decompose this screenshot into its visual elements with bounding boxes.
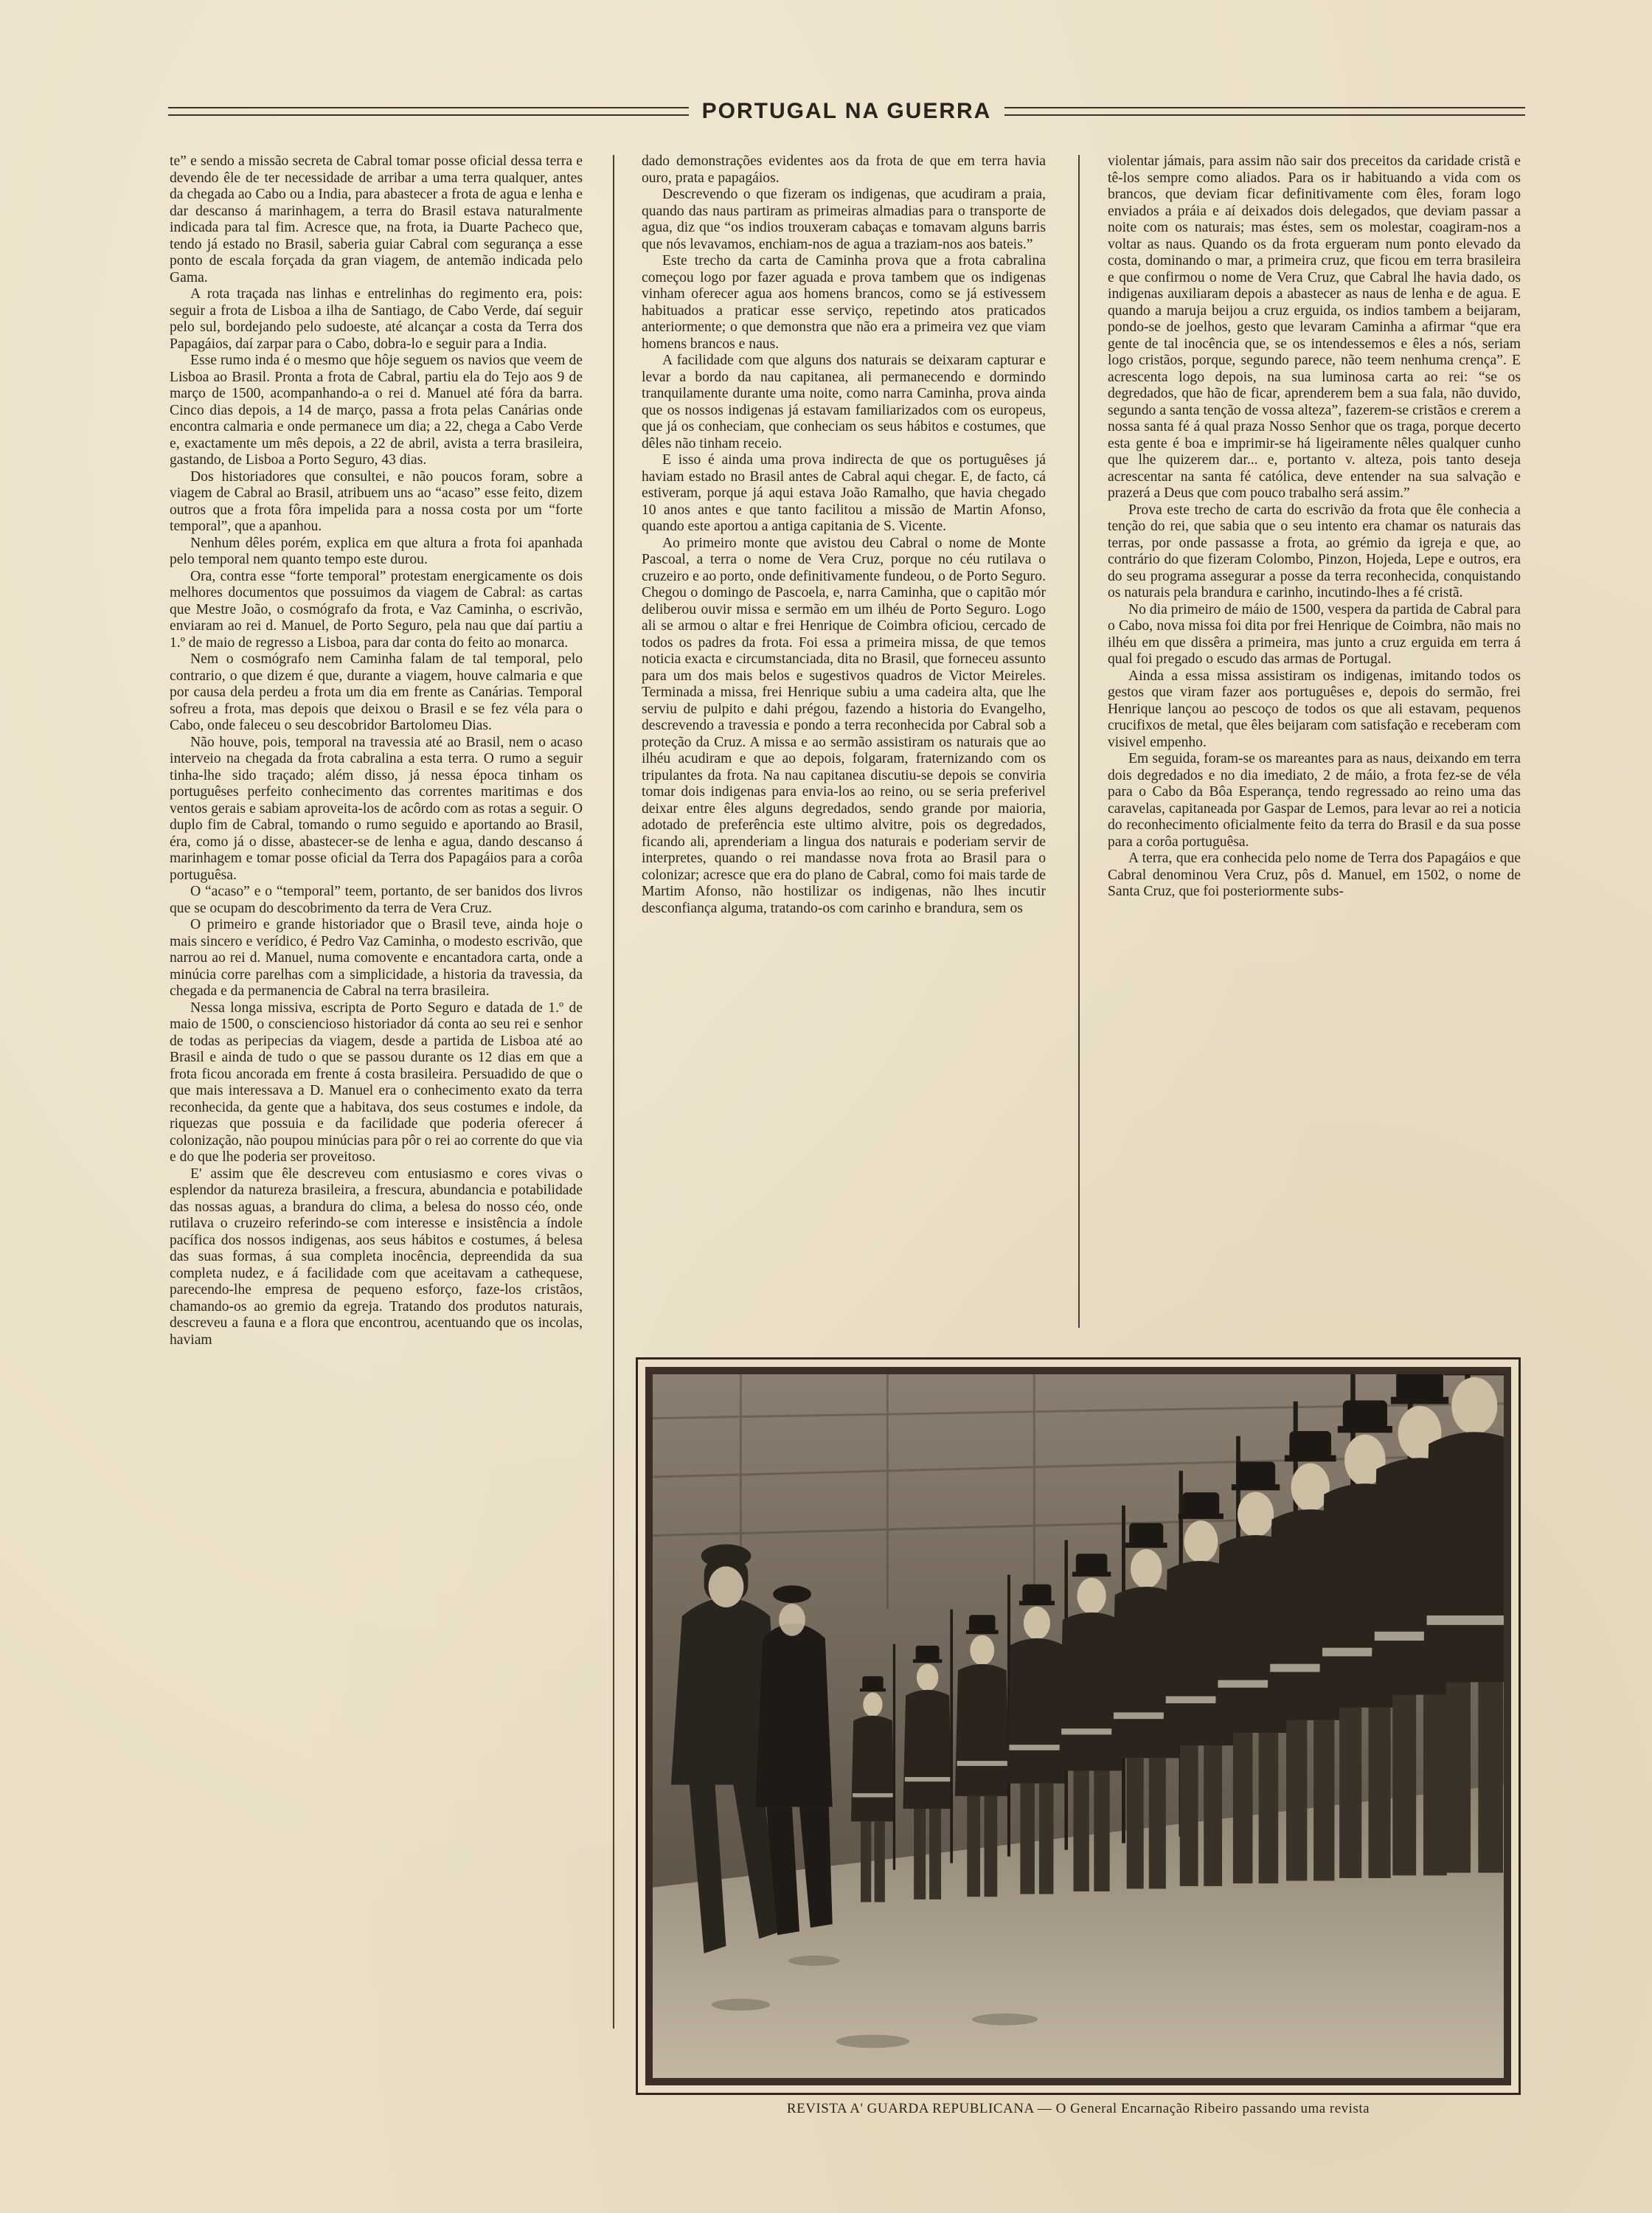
- paragraph: A facilidade com que alguns dos naturais se deixaram capturar e levar a bordo da nau capitanea, ali permanecendo e dormindo tranquilamente durante uma noite, como narra Caminha, prova ainda que os nossos indigenas já estavam familiarizados com os europeus, que já os conheciam, que conheciam os seus hábitos e costumes, que dêles não tinham receio.: [642, 353, 1046, 451]
- paragraph: Ora, contra esse “forte temporal” protestam energicamente os dois melhores documentos que possuimos da viagem de Cabral: as cartas que Mestre João, o cosmógrafo da frota, e Vaz Caminha, o escrivão, enviaram ao rei d. Manuel, de Porto Seguro, pela nau que daí partiu a 1.º de maio de regresso a Lisboa, para dar conta do feito ao monarca.: [170, 568, 583, 651]
- paragraph: Nenhum dêles porém, explica em que altura a frota foi apanhada pelo temporal nem quanto tempo este durou.: [170, 535, 583, 567]
- photograph-frame: [636, 1357, 1521, 2095]
- paragraph: Descrevendo o que fizeram os indigenas, que acudiram a praia, quando das naus partiram as primeiras almadias para o transporte de agua, diz que “os indios trouxeram cabaças e tomavam alguns barris que nós levavamos, enchiam-nos de agua a traziam-nos aos bateis.”: [642, 187, 1046, 252]
- paragraph: Ainda a essa missa assistiram os indigenas, imitando todos os gestos que viram fazer aos portuguêses e, depois do sermão, frei Henrique lançou ao pescoço de todos os que ali estavam, pequenos crucifixos de metal, que êles beijaram com satisfação e receberam com visivel empenho.: [1108, 668, 1521, 750]
- article-column-2: [642, 153, 1046, 1334]
- paragraph: Nem o cosmógrafo nem Caminha falam de tal temporal, pelo contrario, o que dizem é que, durante a viagem, houve calmaria e que por causa dela perdeu a frota um dia em frente as Canárias. Temporal sofreu a frota, mas depois que deixou o Brasil e se fez véla para o Cabo, onde faleceu o seu descobridor Bartolomeu Dias.: [170, 651, 583, 733]
- paragraph: A terra, que era conhecida pelo nome de Terra dos Papagáios e que Cabral denominou Vera Cruz, pôs d. Manuel, em 1502, o nome de Santa Cruz, que foi posteriormente subs-: [1108, 851, 1521, 899]
- photograph-guard-review: [645, 1367, 1511, 2085]
- column-divider: [613, 155, 614, 2029]
- article-column-1: [170, 153, 583, 2027]
- paragraph: dado demonstrações evidentes aos da frota de que em terra havia ouro, prata e papagáios.: [642, 153, 1046, 186]
- paragraph: Dos historiadores que consultei, e não poucos foram, sobre a viagem de Cabral ao Brasil, atribuem uns ao “acaso” esse feito, dizem outros que a frota fôra impelida para a nossa costa por um “forte temporal”, que a apanhou.: [170, 468, 583, 534]
- paragraph: Este trecho da carta de Caminha prova que a frota cabralina começou logo por fazer aguada e prova tambem que os indigenas vinham oferecer agua aos homens brancos, como se já estivessem habituados a praticar esse serviço, repetindo atos praticados anteriormente; o que demonstra que não era a primeira vez que viam homens brancos e naus.: [642, 253, 1046, 352]
- paragraph: Nessa longa missiva, escripta de Porto Seguro e datada de 1.º de maio de 1500, o consciencioso historiador dá conta ao seu rei e senhor de todas as peripecias da viagem, desde a partida de Lisboa até ao Brasil e ainda de tudo o que se passou durante os 12 dias em que a frota ficou ancorada em frente á costa brasileira. Persuadido de que o que mais interessava a D. Manuel era o conhecimento exato da terra reconhecida, da gente que a habitava, dos seus costumes e indole, da riquezas que possuia e da facilidade que poderia oferecer á colonização, não poupou minúcias para pôr o rei ao corrente do que via e do que lhe poderia ser proveitoso.: [170, 1000, 583, 1165]
- header-rule-right: [1004, 107, 1525, 116]
- masthead-title: PORTUGAL NA GUERRA: [701, 99, 992, 123]
- paragraph: E isso é ainda uma prova indirecta de que os portuguêses já haviam estado no Brasil antes de Cabral aqui chegar. E, de facto, cá estiveram, porque já aqui estava João Ramalho, que havia chegado 10 anos antes e que tanto facilitou a missão de Martin Afonso, quando este aportou a antiga capitania de S. Vicente.: [642, 452, 1046, 534]
- paragraph: Em seguida, foram-se os mareantes para as naus, deixando em terra dois degredados e no dia imediato, 2 de máio, a frota fez-se de véla para o Cabo da Bôa Esperança, tendo regressado ao reino uma das caravelas, capitaneada por Gaspar de Lemos, para levar ao rei a noticia do reconhecimento oficialmente feito da terra do Brasil e da sua posse para a corôa portuguêsa.: [1108, 751, 1521, 850]
- paragraph: E' assim que êle descreveu com entusiasmo e cores vivas o esplendor da natureza brasileira, a frescura, abundancia e potabilidade das nossas aguas, a brandura do clima, a belesa do nosso céo, onde rutilava o cruzeiro referindo-se com interesse e insistência a índole pacífica dos nossos indigenas, aos seus hábitos e costumes, á belesa das suas formas, á sua completa inocência, depreendida da sua completa nudez, e á facilidade com que aceitavam a cathequese, parecendo-lhe empresa de pequeno esforço, faze-los cristãos, chamando-os ao gremio da egreja. Tratando dos produtos naturais, descreveu a fauna e a flora que encontrou, acentuando que os incolas, haviam: [170, 1166, 583, 1348]
- photo-caption: REVISTA A' GUARDA REPUBLICANA — O General Encarnação Ribeiro passando uma revista: [786, 2101, 1370, 2116]
- paragraph: violentar jámais, para assim não sair dos preceitos da caridade cristã e tê-los sempre como aliados. Para os ir habituando a vida com os brancos, que deviam ficar definitivamente com êles, foram logo enviados a práia e aí deixados dois delegados, que deviam passar a noite com os naturais; mas éstes, sem os molestar, coagiram-nos a voltar as naus. Quando os da frota ergueram num ponto elevado da costa, dominando o mar, a primeira cruz, que ficou em terra brasileira e que confirmou o nome de Vera Cruz, que Cabral lhe havia dado, os indigenas auxiliaram depois a abastecer as naus de lenha e de agua. E quando a maruja beijou a cruz erguida, os indios tambem a beijaram, pondo-se de joelhos, gesto que levaram Caminha a afirmar “que era gente de tal inocência que, se os intendessemos e êles a nós, seriam logo cristãos, porque, segundo parece, não teem nenhuma crença”. E acrescenta logo depois, na sua luminosa carta ao rei: “se os degredados, que hão de ficar, aprenderem bem a sua fala, não duvido, segundo a santa tenção de vossa alteza”, fazerem-se cristãos e crerem a nossa santa fé á qual praza Nosso Senhor que os traga, porque decerto esta gente é boa e imprimir-se há ligeiramente nêles qualquer cunho que lhe quizerem dar... e, portanto v. alteza, pois tanto deseja acrescentar na santa fé católica, deve entender na sua salvação e prazerá a Deus que com pouco trabalho será assim.”: [1108, 153, 1521, 501]
- paragraph: A rota traçada nas linhas e entrelinhas do regimento era, pois: seguir a frota de Lisboa a ilha de Santiago, de Cabo Verde, daí seguir pelo sul, bordejando pelo sudoeste, até alcançar a costa da Terra dos Papagáios, daí zarpar para o Cabo, dobra-lo e seguir para a India.: [170, 286, 583, 352]
- paragraph: Esse rumo inda é o mesmo que hôje seguem os navios que veem de Lisboa ao Brasil. Pronta a frota de Cabral, partiu ela do Tejo aos 9 de março de 1500, acompanhando-a o rei d. Manuel até fóra da barra. Cinco dias depois, a 14 de março, passa a frota pelas Canárias onde encontra calmaria e onde permanece um dia; a 22, chega a Cabo Verde e, exactamente um mês depois, a 22 de abril, avista a terra brasileira, gastando, de Lisboa a Porto Seguro, 43 dias.: [170, 353, 583, 468]
- paragraph: Não houve, pois, temporal na travessia até ao Brasil, nem o acaso interveio na chegada da frota cabralina a esta terra. O rumo a seguir tinha-lhe sido traçado; além disso, já nessa época tinham os portuguêses perfeito conhecimento das correntes maritimas e dos ventos gerais e sabiam aproveita-los de acôrdo com as rotas a seguir. O duplo fim de Cabral, tomando o rumo seguido e aportando ao Brasil, éra, como já o disse, abastecer-se de lenha e agua, dando descanso á marinhagem e tomar posse oficial da Terra dos Papagáios para a corôa portuguêsa.: [170, 734, 583, 883]
- paragraph: O “acaso” e o “temporal” teem, portanto, de ser banidos dos livros que se ocupam do descobrimento da terra de Vera Cruz.: [170, 884, 583, 916]
- article-column-3: [1108, 153, 1521, 1334]
- paragraph: No dia primeiro de máio de 1500, vespera da partida de Cabral para o Cabo, nova missa foi dita por frei Henrique de Coimbra, não mais no ilhéu em que dissêra a primeira, mas junto a cruz erguida em terra á qual foi pregado o escudo das armas de Portugal.: [1108, 601, 1521, 667]
- column-divider: [1078, 155, 1080, 1328]
- paragraph: te” e sendo a missão secreta de Cabral tomar posse oficial dessa terra e devendo êle de ter necessidade de arribar a uma terra qualquer, antes da chegada ao Cabo ou a India, para abastecer a frota de agua e lenha e dar descanso á marinhagem, a terra do Brasil estava naturalmente indicada para tal fim. Acresce que, na frota, ia Duarte Pacheco que, tendo já estado no Brasil, saberia guiar Cabral com segurança a esse ponto de escala forçada da gran viagem, de antemão indicada pelo Gama.: [170, 153, 583, 285]
- paragraph: Ao primeiro monte que avistou deu Cabral o nome de Monte Pascoal, a terra o nome de Vera Cruz, porque no céu rutilava o cruzeiro e ao porto, onde definitivamente fundeou, o de Porto Seguro. Chegou o domingo de Pascoela, e, narra Caminha, que o capitão mór deliberou ouvir missa e sermão em um ilhéu de Porto Seguro. Logo ali se armou o altar e frei Henrique de Coimbra oficiou, cercado de todos os padres da frota. Foi essa a primeira missa, de que temos noticia exacta e circumstanciada, dita no Brasil, que forneceu assunto para um dos mais belos e sugestivos quadros de Victor Meireles. Terminada a missa, frei Henrique subiu a uma cadeira alta, que lhe serviu de pulpito e dahi prégou, fazendo a historia do Evangelho, descrevendo a travessia e pondo a terra reconhecida por Cabral sob a proteção da Cruz. A missa e ao sermão assistiram os naturais que ao ilhéu acudiram e que ao depois, folgaram, fraternizando com os tripulantes da frota. Na nau capitanea discutiu-se depois se conviria tomar dois indigenas para envia-los ao reino, ou se seria preferivel deixar entre êles alguns degredados, sendo grande por maioria, adotado de preferência este ultimo alvitre, pois os degredados, ficando ali, aprenderiam a lingua dos naturais e poderiam servir de interpretes, quando o rei mandasse nova frota ao Brasil para o colonizar; acresce que era do plano de Cabral, como foi mais tarde de Martim Afonso, não hostilizar os indigenas, não lhes incutir desconfiança alguma, tratando-os com carinho e brandura, sem os: [642, 535, 1046, 916]
- paragraph: Prova este trecho de carta do escrivão da frota que êle conhecia a tenção do rei, que sabia que o seu intento era chamar os naturais das terras, por onde passasse a frota, ao grémio da igreja e que, ao contrário do que fizeram Colombo, Pinzon, Hojeda, Lepe e outros, era do seu programa assegurar a posse da terra reconhecida, conquistando os naturais pela brandura e carinho, incutindo-lhes a fé cristã.: [1108, 502, 1521, 600]
- paragraph: O primeiro e grande historiador que o Brasil teve, ainda hoje o mais sincero e verídico, é Pedro Vaz Caminha, o modesto escrivão, que narrou ao rei d. Manuel, numa comovente e encantadora carta, onde a minúcia corre parelhas com a simplicidade, a historia da travessia, da chegada e da permanencia de Cabral na terra brasileira.: [170, 917, 583, 999]
- header-rule-left: [168, 107, 689, 116]
- photograph-illustration: [653, 1374, 1504, 2078]
- page-header: [168, 94, 1525, 128]
